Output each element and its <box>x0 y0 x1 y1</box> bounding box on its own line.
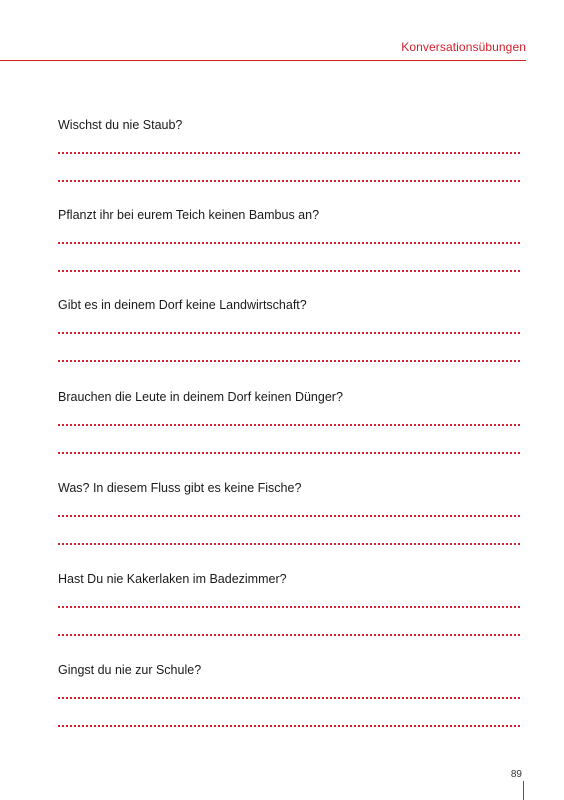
answer-line[interactable] <box>58 152 520 154</box>
answer-line[interactable] <box>58 697 520 699</box>
question-text: Wischst du nie Staub? <box>58 118 183 132</box>
running-header-title: Konversationsübungen <box>401 40 526 54</box>
question-text: Pflanzt ihr bei eurem Teich keinen Bambus an? <box>58 208 320 222</box>
header-rule <box>0 60 526 61</box>
page-number: 89 <box>510 769 522 780</box>
answer-line[interactable] <box>58 180 520 182</box>
answer-line[interactable] <box>58 332 520 334</box>
question-text: Hast Du nie Kakerlaken im Badezimmer? <box>58 572 287 586</box>
answer-line[interactable] <box>58 725 520 727</box>
answer-line[interactable] <box>58 424 520 426</box>
question-text: Brauchen die Leute in deinem Dorf keinen Dünger? <box>58 390 343 404</box>
question-text: Gibt es in deinem Dorf keine Landwirtschaft? <box>58 298 307 312</box>
answer-line[interactable] <box>58 543 520 545</box>
answer-line[interactable] <box>58 242 520 244</box>
answer-line[interactable] <box>58 634 520 636</box>
answer-line[interactable] <box>58 360 520 362</box>
answer-line[interactable] <box>58 452 520 454</box>
answer-line[interactable] <box>58 606 520 608</box>
answer-line[interactable] <box>58 515 520 517</box>
page-edge-marker <box>523 781 524 800</box>
question-text: Gingst du nie zur Schule? <box>58 663 202 677</box>
question-text: Was? In diesem Fluss gibt es keine Fische? <box>58 481 302 495</box>
answer-line[interactable] <box>58 270 520 272</box>
